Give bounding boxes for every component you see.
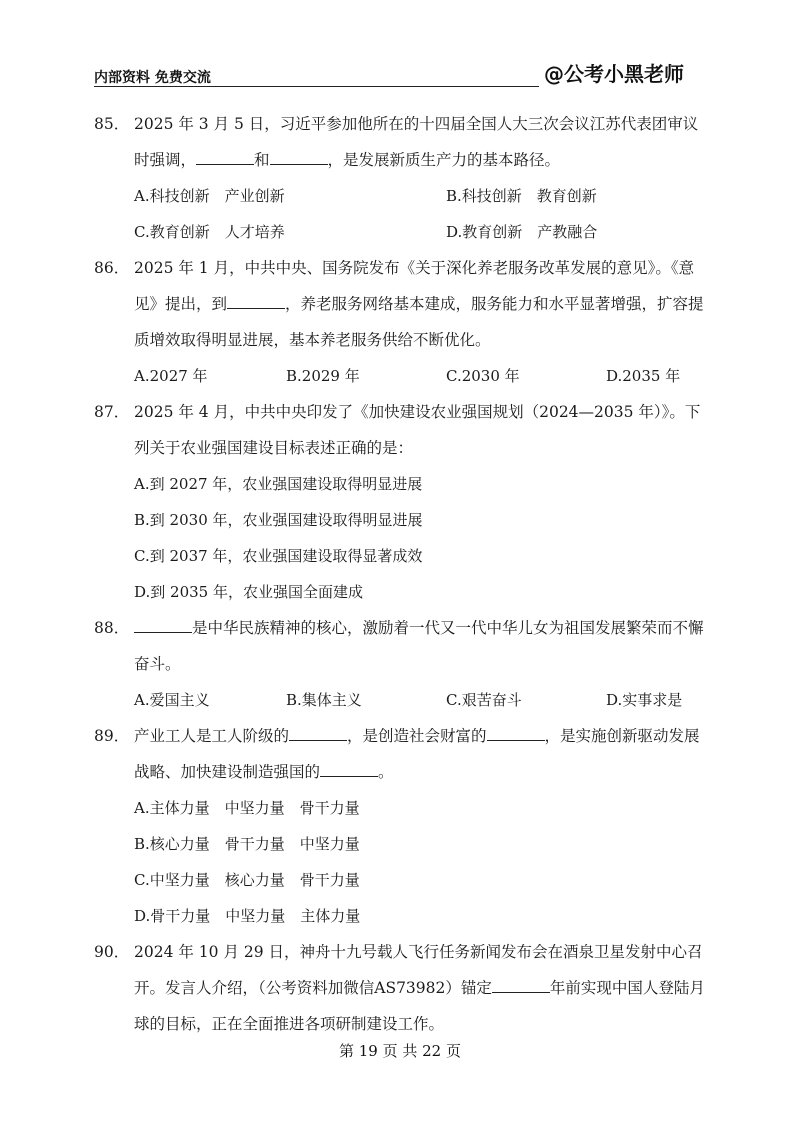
options: [94, 790, 710, 934]
question-number: 86．: [94, 259, 130, 277]
question-number: 85．: [94, 115, 130, 133]
options: [94, 178, 710, 250]
option-a: A.爱国主义: [134, 691, 210, 709]
answer-blank: [196, 150, 254, 165]
page-header: [94, 58, 694, 88]
option-d: D.2035 年: [606, 367, 681, 385]
option-c: C.到 2037 年，农业强国建设取得显著成效: [134, 547, 423, 565]
question-89: [94, 718, 710, 934]
option-b: B.到 2030 年，农业强国建设取得明显进展: [134, 511, 423, 529]
question-stem: 是中华民族精神的核心，激励着一代又一代中华儿女为祖国发展繁荣而不懈奋斗。: [134, 619, 704, 673]
answer-blank: [320, 762, 378, 777]
option-b: B.集体主义: [286, 691, 362, 709]
answer-blank: [289, 726, 347, 741]
options: [94, 682, 710, 718]
answer-blank: [492, 978, 550, 993]
question-stem: 2025 年 3 月 5 日，习近平参加他所在的十四届全国人大三次会议江苏代表团审议时强调， 和 ，是发展新质生产力的基本路径。: [134, 115, 699, 169]
option-c: C.教育创新 人才培养: [134, 223, 285, 241]
option-a: A.科技创新 产业创新: [134, 187, 285, 205]
option-d: D.到 2035 年，农业强国全面建成: [134, 583, 363, 601]
question-85: [94, 106, 710, 250]
option-a: A.主体力量 中坚力量 骨干力量: [134, 799, 360, 817]
answer-blank: [227, 294, 285, 309]
option-d: D.骨干力量 中坚力量 主体力量: [134, 907, 361, 925]
header-left-text: 内部资料 免费交流: [94, 70, 211, 86]
option-c: C.中坚力量 核心力量 骨干力量: [134, 871, 360, 889]
question-number: 90．: [94, 943, 130, 961]
question-86: [94, 250, 710, 394]
question-stem: 产业工人是工人阶级的 ，是创造社会财富的 ，是实施创新驱动发展战略、加快建设制造强国的 。: [134, 727, 700, 781]
question-stem: 2024 年 10 月 29 日，神舟十九号载人飞行任务新闻发布会在酒泉卫星发射中心召开。发言人介绍，（公考资料加微信AS73982）锚定 年前实现中国人登陆月球的目标，正在全面推进各项研制建设工作。: [134, 943, 705, 1033]
page-number: 第 19 页 共 22 页: [338, 1042, 461, 1060]
answer-blank: [134, 618, 192, 633]
question-87: [94, 394, 710, 610]
question-stem: 2025 年 1 月，中共中央、国务院发布《关于深化养老服务改革发展的意见》。《意见》提出，到 ，养老服务网络基本建成，服务能力和水平显著增强，扩容提质增效取得明显进展，基本养老服务供给不断优化。: [134, 259, 704, 349]
answer-blank: [270, 150, 328, 165]
question-list: [94, 106, 710, 1042]
option-d: D.教育创新 产教融合: [446, 223, 598, 241]
options: [94, 466, 710, 610]
option-d: D.实事求是: [606, 691, 683, 709]
header-divider: [94, 86, 539, 87]
option-a: A.2027 年: [134, 367, 208, 385]
option-b: B.2029 年: [286, 367, 360, 385]
header-watermark-text: @公考小黑老师: [544, 62, 684, 86]
question-88: [94, 610, 710, 718]
question-number: 89．: [94, 727, 130, 745]
answer-blank: [487, 726, 545, 741]
option-b: B.核心力量 骨干力量 中坚力量: [134, 835, 360, 853]
option-b: B.科技创新 教育创新: [446, 187, 597, 205]
question-90: [94, 934, 710, 1042]
question-number: 87．: [94, 403, 130, 421]
question-number: 88．: [94, 619, 130, 637]
option-c: C.2030 年: [446, 367, 520, 385]
question-stem: 2025 年 4 月，中共中央印发了《加快建设农业强国规划（2024—2035 年）》。下列关于农业强国建设目标表述正确的是：: [134, 403, 701, 457]
option-a: A.到 2027 年，农业强国建设取得明显进展: [134, 475, 423, 493]
option-c: C.艰苦奋斗: [446, 691, 522, 709]
options: [94, 358, 710, 394]
